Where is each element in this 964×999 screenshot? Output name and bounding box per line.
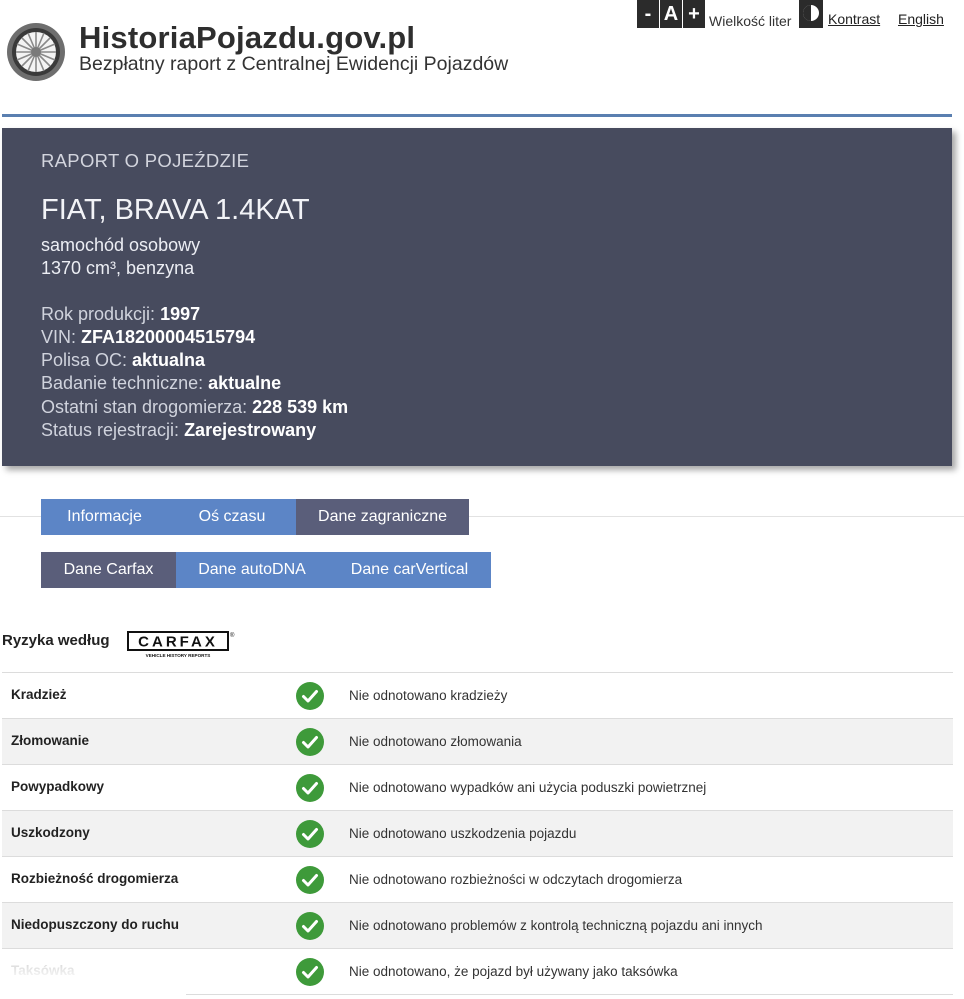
check-circle-icon — [296, 728, 324, 756]
site-subtitle: Bezpłatny raport z Centralnej Ewidencji Pojazdów — [79, 53, 509, 75]
site-title[interactable]: HistoriaPojazdu.gov.pl — [79, 20, 416, 55]
table-row — [2, 856, 953, 902]
site-header — [0, 0, 964, 118]
risk-category: Niedopuszczony do ruchu — [11, 917, 180, 932]
registration-status-field — [41, 420, 316, 441]
tab-informacje[interactable]: Informacje — [41, 499, 168, 535]
field-value: 228 539 km — [252, 397, 349, 417]
font-increase-button[interactable]: + — [683, 0, 705, 28]
carfax-logo-subtext: VEHICLE HISTORY REPORTS — [145, 653, 211, 658]
risk-description: Nie odnotowano wypadków ani użycia poduszki powietrznej — [349, 780, 707, 795]
risk-description: Nie odnotowano rozbieżności w odczytach drogomierza — [349, 872, 683, 887]
risk-description: Nie odnotowano problemów z kontrolą techniczną pojazdu ani innych — [349, 918, 763, 933]
svg-text:®: ® — [230, 633, 235, 639]
table-row — [2, 718, 953, 764]
font-decrease-button[interactable]: - — [637, 0, 659, 28]
risk-description: Nie odnotowano kradzieży — [349, 688, 508, 703]
risk-description: Nie odnotowano, że pojazd był używany jako taksówka — [349, 964, 678, 979]
check-circle-icon — [296, 866, 324, 894]
contrast-link[interactable]: Kontrast — [828, 11, 881, 27]
carfax-logo — [126, 630, 236, 660]
vehicle-type: samochód osobowy — [41, 235, 201, 255]
field-label: Status rejestracji: — [41, 420, 185, 440]
risk-description: Nie odnotowano złomowania — [349, 734, 522, 749]
font-default-button[interactable]: A — [660, 0, 682, 28]
field-label: Badanie techniczne: — [41, 373, 209, 393]
field-value: 1997 — [160, 304, 201, 324]
check-circle-icon — [296, 820, 324, 848]
field-value: Zarejestrowany — [184, 420, 317, 440]
vehicle-report-panel — [2, 128, 952, 466]
check-circle-icon — [296, 774, 324, 802]
font-size-label: Wielkość liter — [709, 13, 792, 29]
vehicle-name: FIAT, BRAVA 1.4KAT — [41, 194, 310, 226]
contrast-icon — [799, 0, 823, 28]
risk-category: Powypadkowy — [11, 779, 105, 794]
risk-section-title: Ryzyka według — [2, 632, 110, 649]
risk-description: Nie odnotowano uszkodzenia pojazdu — [349, 826, 577, 841]
table-row — [2, 764, 953, 810]
field-value: aktualna — [132, 350, 206, 370]
report-heading: RAPORT O POJEŹDZIE — [41, 150, 250, 171]
tab-dane-carfax[interactable]: Dane Carfax — [41, 552, 176, 588]
risk-category: Kradzież — [11, 687, 67, 702]
field-value: aktualne — [208, 373, 282, 393]
table-row — [2, 902, 953, 948]
table-row — [2, 672, 953, 718]
wheel-logo-icon[interactable] — [6, 22, 66, 82]
scroll-fade-overlay — [0, 955, 186, 999]
inspection-field — [41, 373, 281, 394]
check-circle-icon — [296, 958, 324, 986]
tab-os-czasu[interactable]: Oś czasu — [168, 499, 296, 535]
check-circle-icon — [296, 912, 324, 940]
header-divider — [2, 114, 952, 117]
check-circle-icon — [296, 682, 324, 710]
field-label: Rok produkcji: — [41, 304, 161, 324]
tab-dane-autodna[interactable]: Dane autoDNA — [176, 552, 328, 588]
contrast-button[interactable] — [799, 0, 823, 28]
tab-dane-zagraniczne[interactable]: Dane zagraniczne — [296, 499, 469, 535]
risk-category: Rozbieżność drogomierza — [11, 871, 179, 886]
risk-table — [2, 672, 953, 995]
field-label: Polisa OC: — [41, 350, 133, 370]
field-value: ZFA18200004515794 — [81, 327, 256, 347]
odometer-field — [41, 397, 348, 418]
risk-category: Uszkodzony — [11, 825, 90, 840]
risk-category: Złomowanie — [11, 733, 90, 748]
carfax-logo-text: CARFAX — [138, 633, 218, 651]
tab-dane-carvertical[interactable]: Dane carVertical — [328, 552, 491, 588]
field-label: Ostatni stan drogomierza: — [41, 397, 253, 417]
oc-policy-field — [41, 350, 205, 371]
language-english-link[interactable]: English — [898, 11, 944, 27]
table-row — [2, 810, 953, 856]
production-year-field — [41, 304, 200, 325]
vin-field — [41, 327, 255, 348]
vehicle-engine: 1370 cm³, benzyna — [41, 258, 195, 278]
field-label: VIN: — [41, 327, 82, 347]
